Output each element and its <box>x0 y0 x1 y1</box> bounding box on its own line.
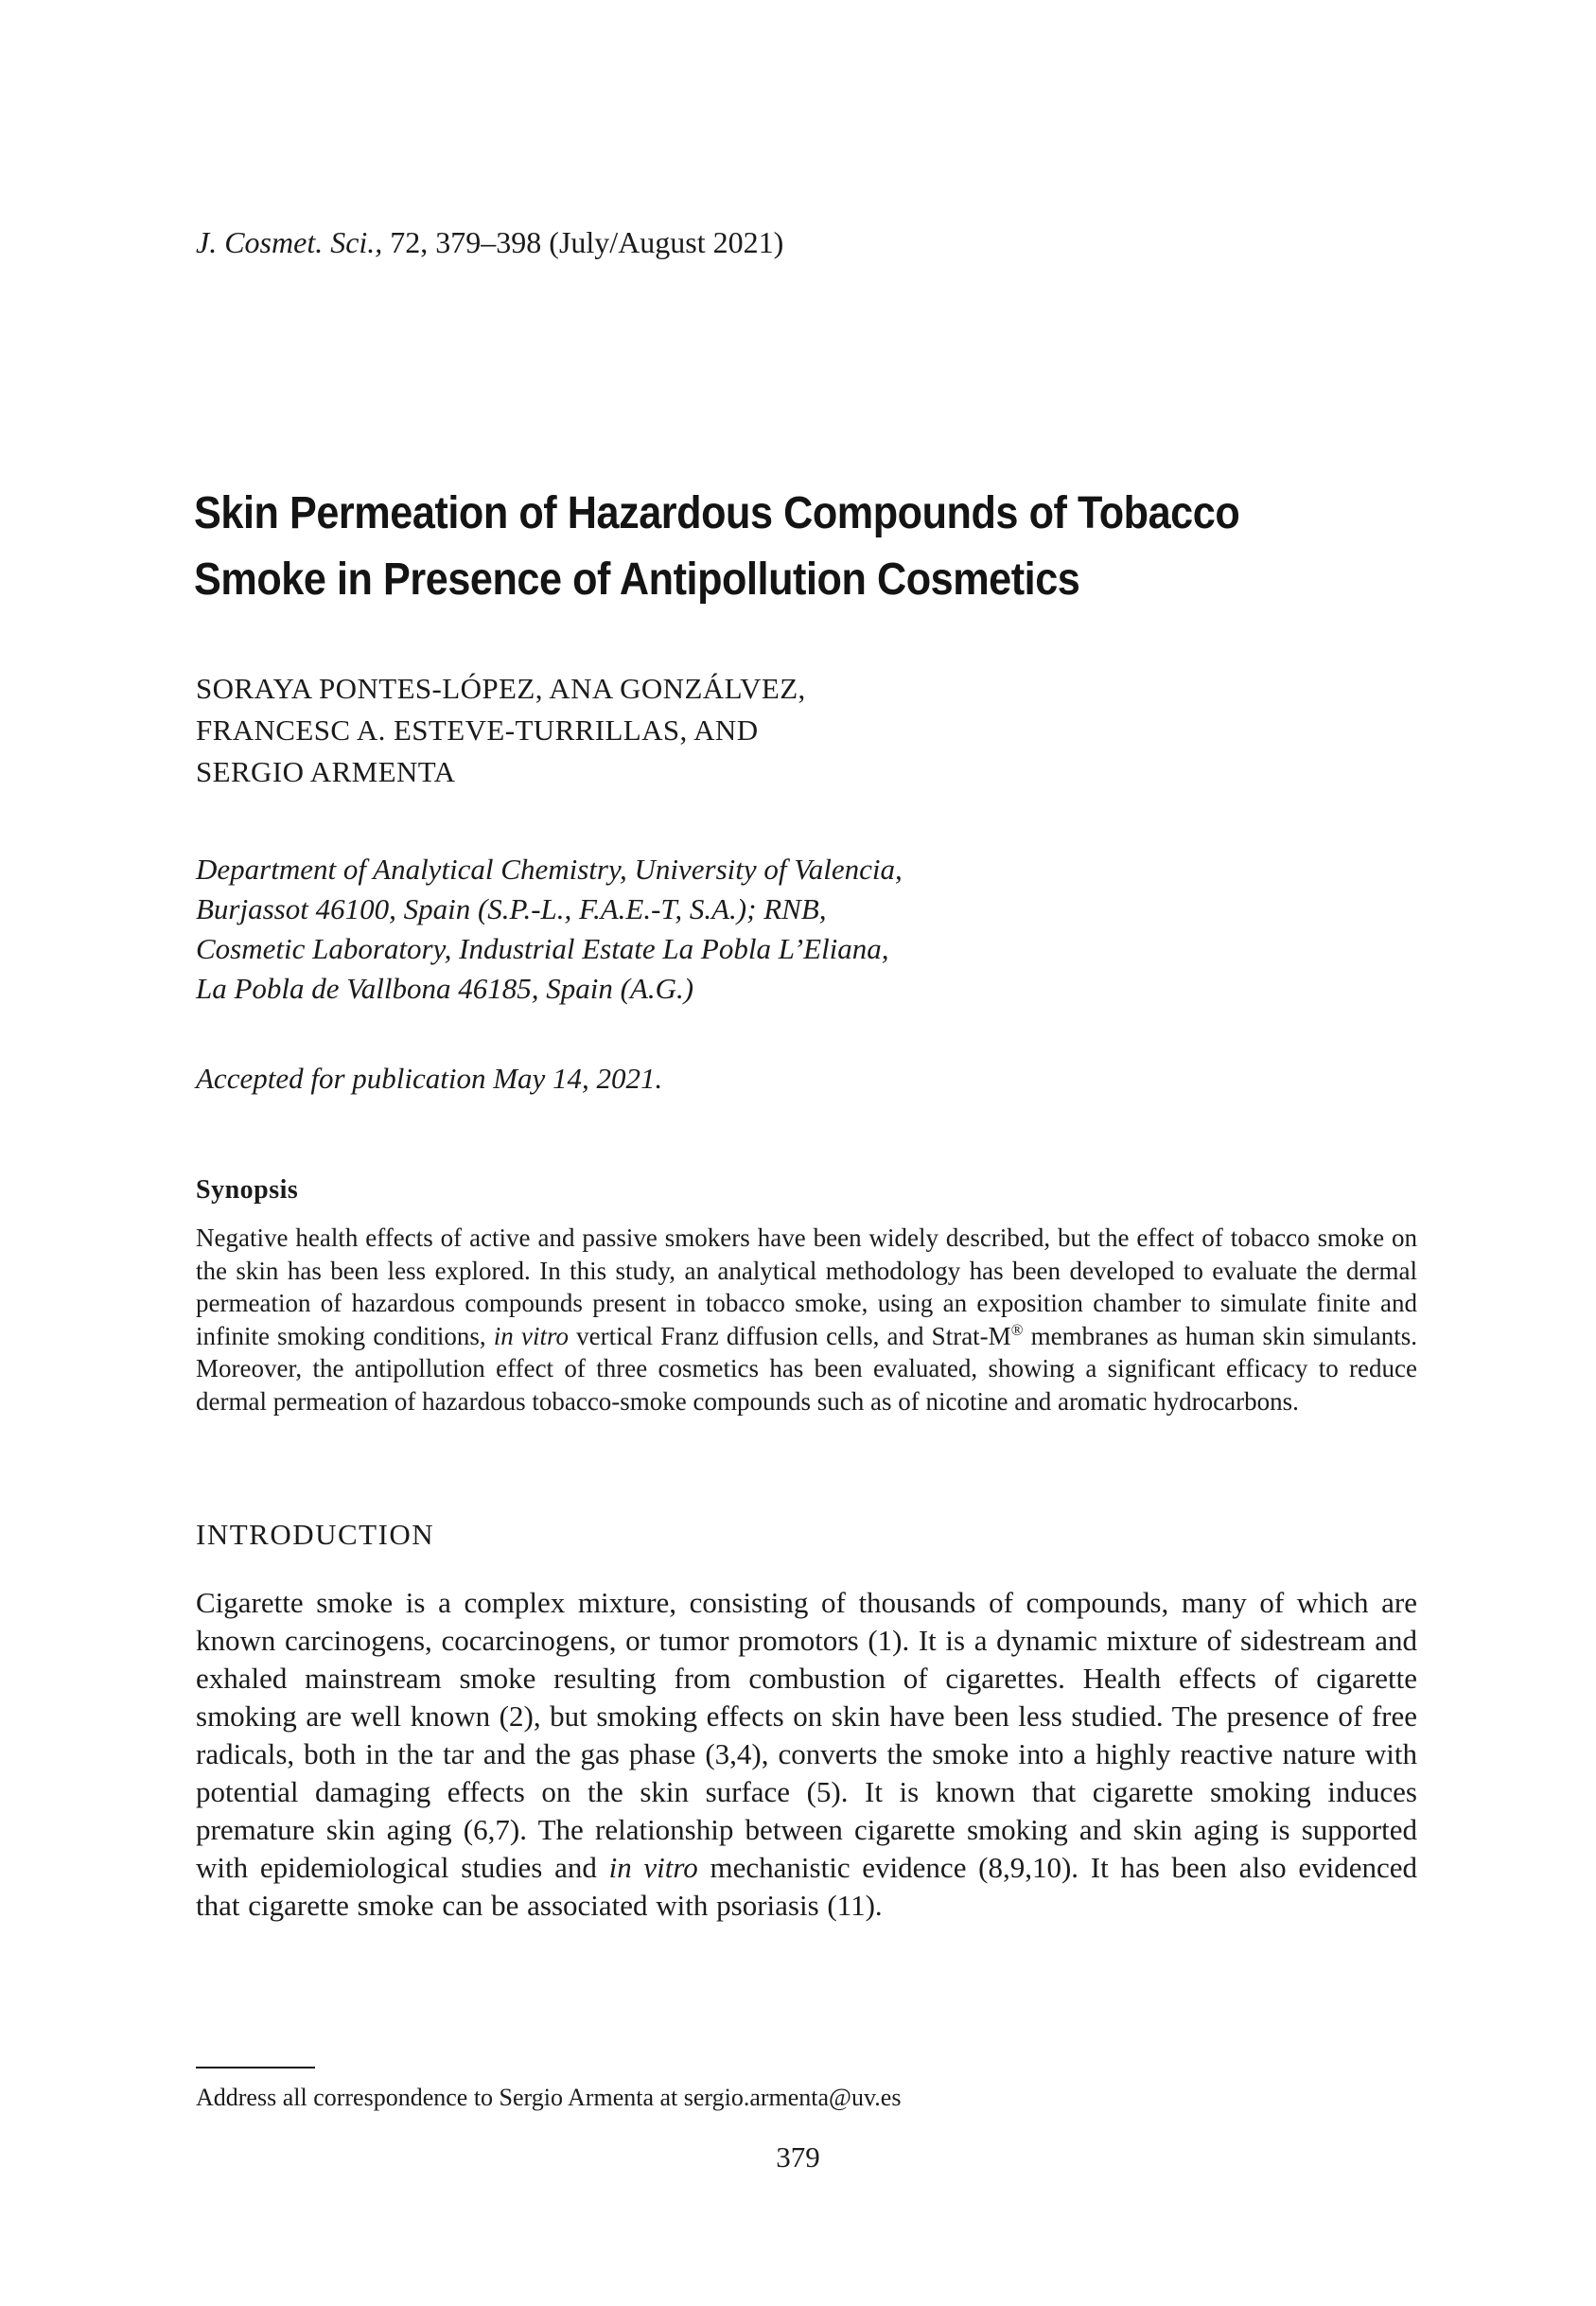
citation-journal-name: J. Cosmet. Sci., <box>196 225 383 259</box>
affiliation <box>196 850 903 1009</box>
author-line-3: SERGIO ARMENTA <box>196 755 456 788</box>
affiliation-line-3: Cosmetic Laboratory, Industrial Estate La Pobla L’Eliana, <box>196 932 889 965</box>
author-line-1: SORAYA PONTES-LÓPEZ, ANA GONZÁLVEZ, <box>196 672 806 705</box>
author-line-2: FRANCESC A. ESTEVE-TURRILLAS, AND <box>196 713 759 747</box>
registered-trademark-symbol: ® <box>1010 1320 1024 1339</box>
correspondence-footnote: Address all correspondence to Sergio Armenta at sergio.armenta@uv.es <box>196 2084 902 2111</box>
synopsis-heading: Synopsis <box>196 1175 299 1205</box>
introduction-in-vitro: in vitro <box>608 1851 698 1884</box>
article-title <box>194 481 1239 613</box>
page-number: 379 <box>776 2140 820 2174</box>
article-title-line-1: Skin Permeation of Hazardous Compounds of Tobacco <box>194 488 1240 538</box>
accepted-date: Accepted for publication May 14, 2021. <box>196 1062 663 1095</box>
author-list <box>196 668 806 793</box>
introduction-seg-3: mechanistic evidence (8,9,10). It has been also evidenced that cigarette smoke can be associated with psoriasis (11). <box>196 1851 1418 1922</box>
journal-citation <box>196 225 783 260</box>
affiliation-line-2: Burjassot 46100, Spain (S.P.-L., F.A.E.-T, S.A.); RNB, <box>196 892 827 925</box>
citation-issue-info: 72, 379–398 (July/August 2021) <box>382 225 784 259</box>
affiliation-line-4: La Pobla de Vallbona 46185, Spain (A.G.) <box>196 972 694 1005</box>
synopsis-seg-5: membranes as human skin simulants. Moreover, the antipollution effect of three cosmetics has been evaluated, showing a significant efficacy to reduce dermal permeation of hazardous tobacco-smoke compounds such as of nicotine and aromatic hydrocarbons. <box>196 1321 1417 1416</box>
introduction-seg-1: Cigarette smoke is a complex mixture, consisting of thousands of compounds, many of which are known carcinogens, cocarcinogens, or tumor promotors (1). It is a dynamic mixture of sidestream and exhaled mainstream smoke resulting from combustion of cigarettes. Health effects of cigarette smoking are well known (2), but smoking effects on skin have been less studied. The presence of free radicals, both in the tar and the gas phase (3,4), converts the smoke into a highly reactive nature with potential damaging effects on the skin surface (5). It is known that cigarette smoking induces premature skin aging (6,7). The relationship between cigarette smoking and skin aging is supported with epidemiological studies and <box>196 1586 1417 1884</box>
affiliation-line-1: Department of Analytical Chemistry, University of Valencia, <box>196 853 903 886</box>
synopsis-seg-3: vertical Franz diffusion cells, and Strat-M <box>568 1321 1011 1350</box>
introduction-heading: INTRODUCTION <box>196 1518 435 1551</box>
synopsis-in-vitro: in vitro <box>493 1321 569 1350</box>
introduction-text <box>196 1584 1417 1925</box>
footnote-divider-rule <box>196 2067 315 2068</box>
synopsis-text <box>196 1222 1417 1417</box>
article-title-line-2: Smoke in Presence of Antipollution Cosmetics <box>194 554 1080 605</box>
synopsis-seg-1: Negative health effects of active and passive smokers have been widely described, but the effect of tobacco smoke on the skin has been less explored. In this study, an analytical methodology has been developed to evaluate the dermal permeation of hazardous compounds present in tobacco smoke, using an exposition chamber to simulate finite and infinite smoking conditions, <box>196 1223 1417 1350</box>
